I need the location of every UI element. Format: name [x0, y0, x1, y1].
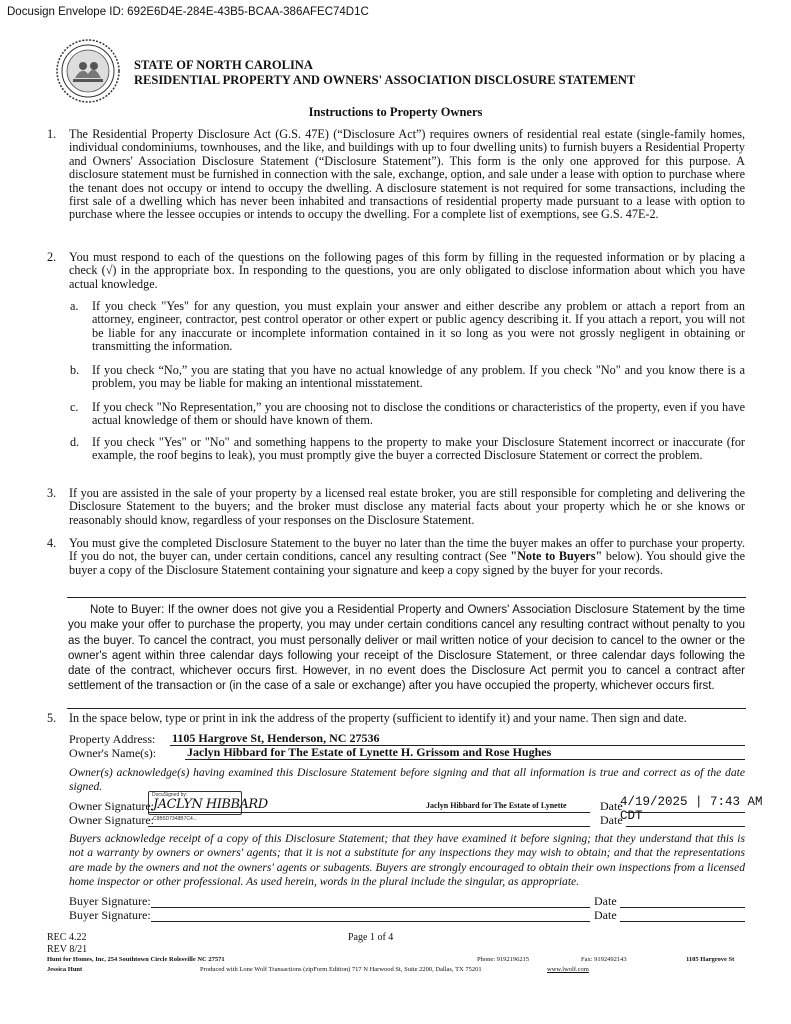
item-number-1: 1.: [47, 127, 57, 141]
buyer-date-1-label: Date: [594, 894, 617, 908]
sub-letter-d: d.: [70, 435, 80, 449]
produced-with: Produced with Lone Wolf Transactions (zipForm Edition) 717 N Harwood St, Suite 2200, Dallas, TX 75201: [200, 966, 482, 973]
buyer-signature-1-label: Buyer Signature:: [69, 894, 151, 908]
sub-letter-c: c.: [70, 400, 79, 414]
owner-acknowledgment: Owner(s) acknowledge(s) having examined this Disclosure Statement before signing and that all information is true and correct as of the date signed.: [69, 766, 745, 794]
broker-info: Hunt for Homes, Inc, 254 Southtown Circle Rolesville NC 27571: [47, 956, 225, 963]
owner-name-value[interactable]: Jaclyn Hibbard for The Estate of Lynette H. Grissom and Rose Hughes: [187, 745, 552, 759]
sub-letter-a: a.: [70, 299, 79, 313]
instruction-5: In the space below, type or print in ink the address of the property (sufficient to identify it) and your name. Then sign and date.: [69, 711, 687, 725]
form-rec-code: REC 4.22: [47, 932, 87, 943]
instruction-3: If you are assisted in the sale of your property by a licensed real estate broker, you are still responsible for completing and delivering the Disclosure Statement to the buyers; and the broker must disclose any material facts about your property which he or she knows or reasonably should know, regardless of your responses on the Disclosure Statement.: [69, 486, 745, 527]
item-number-4: 4.: [47, 536, 57, 550]
note-to-buyer: Note to Buyer: If the owner does not give you a Residential Property and Owners' Association Disclosure Statement by the time you make your offer to purchase the property, you may under certain conditions cancel any resulting contract without penalty to you as the buyer. To cancel the contract, you must personally deliver or mail written notice of your decision to cancel to the owner or the owner's agent within three calendar days following your receipt of the Disclosure Statement, or three calendar days following the date of the contract, whichever occurs first. However, in no event does the Disclosure Act permit you to cancel a contract after settlement of the transaction or (in the case of a sale or exchange) after you have occupied the property, whichever occurs first.: [68, 604, 745, 693]
buyer-date-2-line[interactable]: [620, 921, 745, 922]
buyer-signature-1-line[interactable]: [151, 907, 590, 908]
owner-signature-line: [148, 812, 590, 813]
buyer-acknowledgment: Buyers acknowledge receipt of a copy of this Disclosure Statement; that they have examined it before signing; that they understand that this is not a warranty by owners or owners' agents; that it is not a substitute for any inspections they may wish to obtain; and that the representations are made by the owners and not the owners' agents or subagents. Buyers are strongly encouraged to obtain their own inspections from a licensed home inspector or other professional. As used herein, words in the plural include the singular, as appropriate.: [69, 832, 745, 889]
broker-phone: Phone: 9192196215: [477, 956, 530, 963]
instruction-2d: If you check "Yes" or "No" and something happens to the property to make your Disclosure Statement incorrect or inaccurate (for example, the roof begins to leak), you must promptly give the buyer a corrected Disclosure Statement or correct the problem.: [92, 435, 745, 463]
broker-fax: Fax: 9192492143: [581, 956, 627, 963]
note-bottom-divider: [67, 708, 746, 709]
owner-date-value[interactable]: 4/19/2025 | 7:43 AM CDT: [620, 795, 763, 823]
docusign-envelope-id: Docusign Envelope ID: 692E6D4E-284E-43B5-BCAA-386AFEC74D1C: [7, 6, 369, 18]
item-number-5: 5.: [47, 711, 57, 725]
form-header: [134, 58, 635, 88]
page-number: Page 1 of 4: [348, 932, 394, 943]
sub-letter-b: b.: [70, 363, 80, 377]
owner-signature-2-line: [148, 826, 590, 827]
owner-date-line: [626, 812, 745, 813]
owner-signature-label: Owner Signature:: [69, 799, 154, 813]
lwolf-link[interactable]: www.lwolf.com: [547, 966, 589, 973]
instruction-2c: If you check "No Representation,” you are choosing not to disclose the conditions or characteristics of the property, even if you have actual knowledge of them or should have known of them.: [92, 400, 745, 428]
file-name: 1105 Hargrove St: [686, 956, 735, 963]
owner-name-line: [185, 759, 745, 760]
note-top-divider: [67, 597, 746, 598]
agent-name: Jessica Hunt: [47, 966, 83, 973]
north-carolina-state-seal-icon: [55, 38, 121, 104]
owner-signature: JACLYN HIBBARD: [153, 797, 268, 812]
signer-caption: Jaclyn Hibbard for The Estate of Lynette: [426, 801, 567, 810]
owner-date-label: Date: [600, 799, 623, 813]
owner-name-label: Owner's Name(s):: [69, 746, 157, 760]
instruction-1: The Residential Property Disclosure Act (G.S. 47E) (“Disclosure Act”) requires owners of residential real estate (single-family homes, individual condominiums, townhouses, and the like, and buildings with up to four dwelling units) to furnish buyers a Residential Property and Owners' Association Disclosure Statement (“Disclosure Statement”). This form is the only one approved for this purpose. A disclosure statement must be furnished in connection with the sale, exchange, option, and sale under a lease with option to purchase where the tenant does not occupy or intend to occupy the dwelling. A disclosure statement is not required for some transactions, including the first sale of a dwelling which has never been inhabited and transactions of residential property made pursuant to a lease with option to purchase where the lessee occupies or intends to occupy the dwelling. For a complete list of exemptions, see G.S. 47E-2.: [69, 127, 745, 222]
docusign-signature-id: C8B5D7348B7C4...: [153, 816, 197, 822]
note-to-buyers-ref: "Note to Buyers": [510, 549, 603, 564]
item-number-2: 2.: [47, 250, 57, 264]
instruction-2: You must respond to each of the questions on the following pages of this form by filling in the requested information or by placing a check (√) in the appropriate box. In responding to the questions, you are only obligated to disclose information about which you have actual knowledge.: [69, 250, 745, 291]
property-address-label: Property Address:: [69, 732, 156, 746]
instruction-2a: If you check "Yes" for any question, you must explain your answer and either describe any problem or attach a report from an attorney, engineer, contractor, pest control operator or other expert or public agency describing it. If you attach a report, you will not be liable for any inaccurate or incomplete information contained in it so long as you were not grossly negligent in obtaining or transmitting the information.: [92, 299, 745, 354]
owner-date-2-line: [626, 826, 745, 827]
instruction-2b: If you check “No,” you are stating that you have no actual knowledge of any problem. If you check "No" and you know there is a problem, you may be liable for making an intentional misstatement.: [92, 363, 745, 391]
property-address-value[interactable]: 1105 Hargrove St, Henderson, NC 27536: [172, 731, 380, 745]
buyer-signature-2-line[interactable]: [151, 921, 590, 922]
form-title: RESIDENTIAL PROPERTY AND OWNERS' ASSOCIATION DISCLOSURE STATEMENT: [134, 73, 636, 87]
instructions-title: Instructions to Property Owners: [308, 105, 483, 119]
owner-signature-2-label: Owner Signature:: [69, 813, 154, 827]
buyer-date-2-label: Date: [594, 908, 617, 922]
docusigned-by-caption: DocuSigned by:: [152, 792, 188, 798]
state-title: STATE OF NORTH CAROLINA: [134, 58, 313, 72]
item-number-3: 3.: [47, 486, 57, 500]
instruction-4: You must give the completed Disclosure Statement to the buyer no later than the time the buyer makes an offer to purchase your property. If you do not, the buyer can, under certain conditions, cancel any resulting contract (See "Note to Buyers" below). You should give the buyer a copy of the Disclosure Statement containing your signature and keep a copy signed by the buyer for your records.: [69, 536, 745, 577]
buyer-date-1-line[interactable]: [620, 907, 745, 908]
owner-date-2-label: Date: [600, 813, 623, 827]
form-revision: REV 8/21: [47, 944, 88, 955]
buyer-signature-2-label: Buyer Signature:: [69, 908, 151, 922]
